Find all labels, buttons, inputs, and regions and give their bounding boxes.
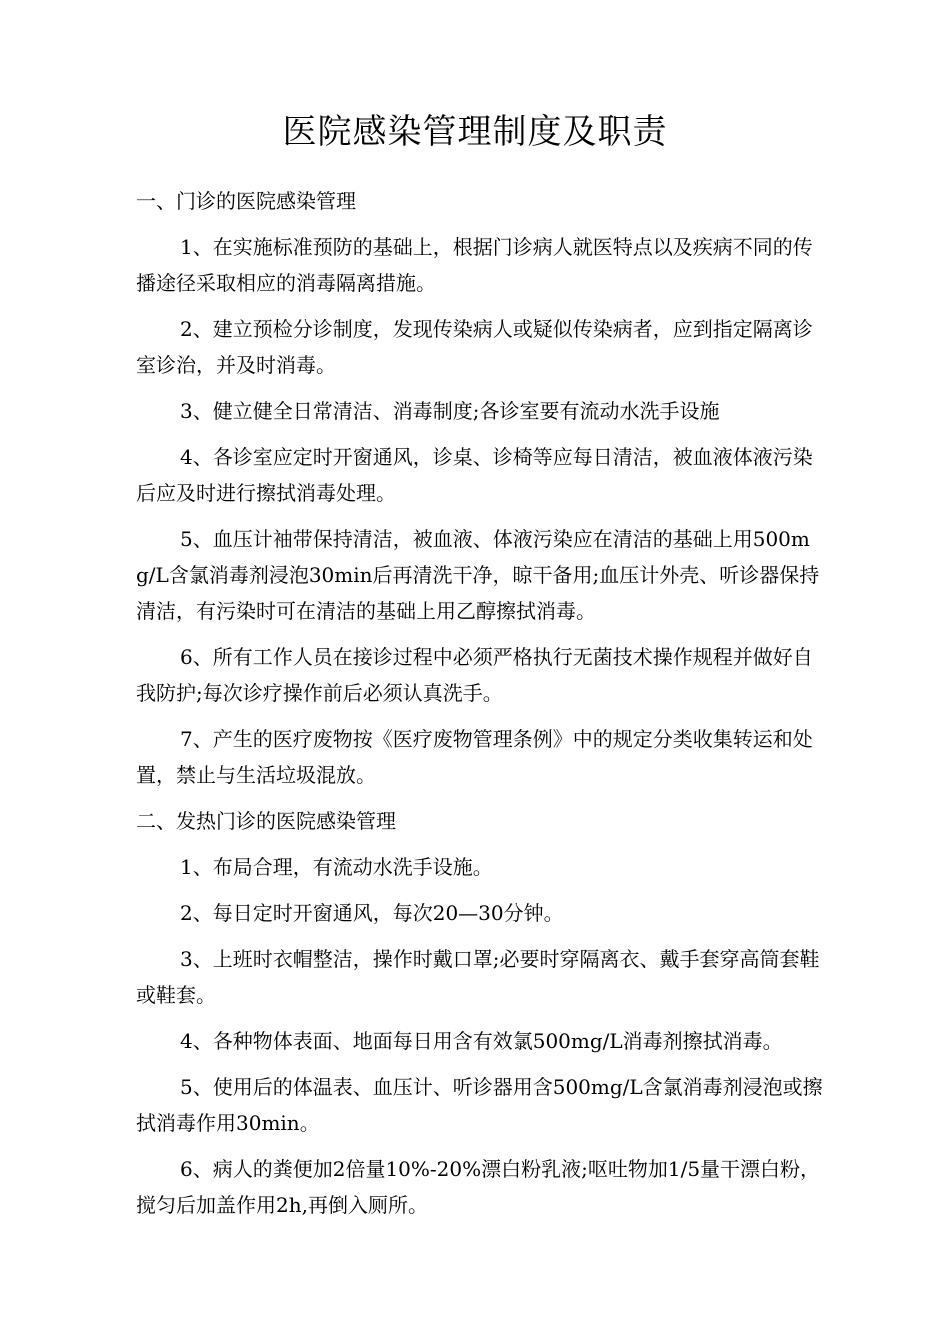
section-heading: 二、发热门诊的医院感染管理 [136, 809, 396, 833]
paragraph: 6、所有工作人员在接诊过程中必须严格执行无菌技术操作规程并做好自我防护;每次诊疗操作前后必须认真洗手。 [136, 645, 813, 705]
paragraph: 2、每日定时开窗通风，每次20—30分钟。 [180, 901, 564, 925]
paragraph: 1、布局合理，有流动水洗手设施。 [180, 855, 493, 879]
paragraph: 3、上班时衣帽整洁，操作时戴口罩;必要时穿隔离衣、戴手套穿高筒套鞋或鞋套。 [136, 947, 820, 1007]
section-fever-clinic [136, 803, 826, 1223]
paragraph: 3、健立健全日常清洁、消毒制度;各诊室要有流动水洗手设施 [180, 399, 720, 423]
paragraph: 5、使用后的体温表、血压计、听诊器用含500mg/L含氯消毒剂浸泡或擦拭消毒作用30min。 [136, 1075, 823, 1135]
paragraph: 2、建立预检分诊制度，发现传染病人或疑似传染病者，应到指定隔离诊室诊治，并及时消毒。 [136, 317, 813, 377]
paragraph: 4、各种物体表面、地面每日用含有效氯500mg/L消毒剂擦拭消毒。 [180, 1029, 783, 1053]
paragraph: 6、病人的粪便加2倍量10%-20%漂白粉乳液;呕吐物加1/5量干漂白粉，搅匀后加盖作用2h,再倒入厕所。 [136, 1157, 821, 1217]
section-outpatient [136, 183, 826, 793]
paragraph: 1、在实施标准预防的基础上，根据门诊病人就医特点以及疾病不同的传播途径采取相应的消毒隔离措施。 [136, 235, 813, 295]
section-heading: 一、门诊的医院感染管理 [136, 189, 356, 213]
document-title: 医院感染管理制度及职责 [282, 112, 668, 152]
paragraph: 7、产生的医疗废物按《医疗废物管理条例》中的规定分类收集转运和处置，禁止与生活垃圾混放。 [136, 727, 813, 787]
document-body [136, 183, 826, 1233]
paragraph: 5、血压计袖带保持清洁，被血液、体液污染应在清洁的基础上用500mg/L含氯消毒剂浸泡30min后再清洗干净，晾干备用;血压计外壳、听诊器保持清洁，有污染时可在清洁的基础上用乙醇擦拭消毒。 [136, 527, 820, 623]
paragraph: 4、各诊室应定时开窗通风，诊桌、诊椅等应每日清洁，被血液体液污染后应及时进行擦拭消毒处理。 [136, 445, 813, 505]
